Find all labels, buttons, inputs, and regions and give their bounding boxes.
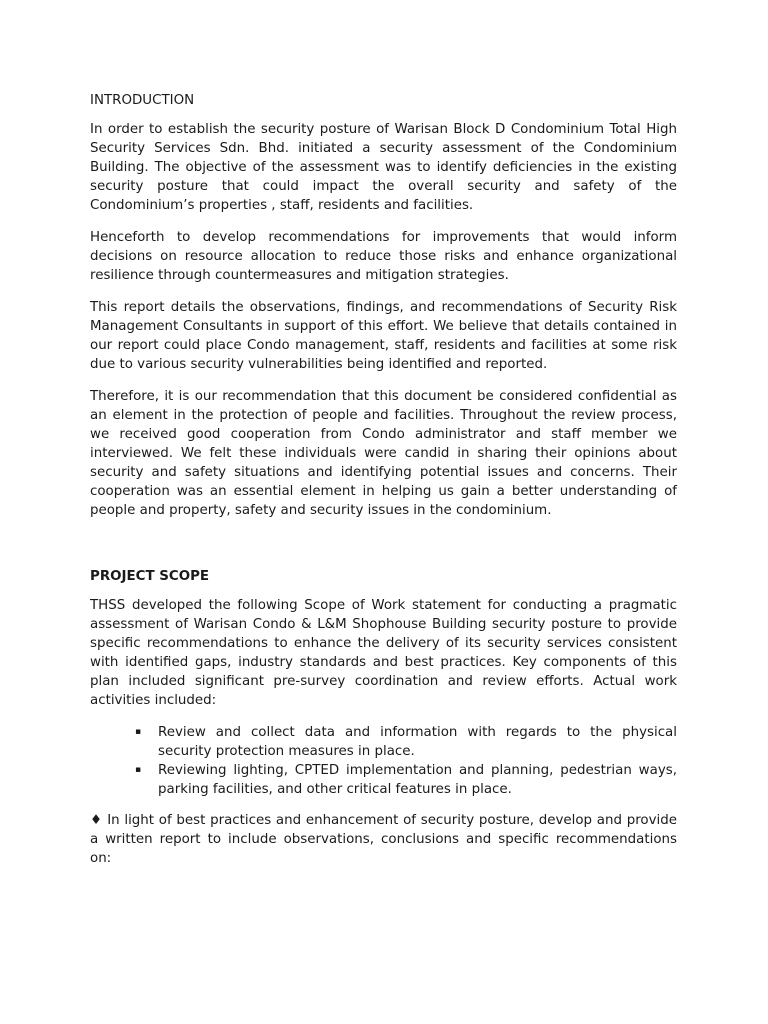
section-spacer bbox=[90, 533, 677, 567]
list-item bbox=[90, 723, 677, 761]
recommendations-paragraph: ♦ In light of best practices and enhancement of security posture, develop and provide a written report to include observations, conclusions and specific recommendations on: bbox=[90, 813, 677, 866]
introduction-heading: INTRODUCTION bbox=[90, 93, 195, 108]
scope-paragraph: THSS developed the following Scope of Work statement for conducting a pragmatic assessment of Warisan Condo & L&M Shophouse Building security posture to provide specific recommendations to enhance the delivery of its security services consistent with identified gaps, industry standards and best practices. Key components of this plan included significant pre-survey coordination and review efforts. Actual work activities included: bbox=[90, 598, 677, 708]
list-item-text: Review and collect data and information with regards to the physical security protection measures in place. bbox=[158, 725, 677, 759]
intro-paragraph-1: In order to establish the security posture of Warisan Block D Condominium Total High Security Services Sdn. Bhd. initiated a security assessment of the Condominium Building. The objective of the assessment was to identify deficiencies in the existing security posture that could impact the overall security and safety of the Condominium’s properties , staff, residents and facilities. bbox=[90, 122, 677, 213]
work-activities-list bbox=[90, 723, 677, 799]
square-bullet-icon: ▪ bbox=[135, 727, 142, 737]
intro-paragraph-2: Henceforth to develop recommendations for improvements that would inform decisions on resource allocation to reduce those risks and enhance organizational resilience through countermeasures and mitigation strategies. bbox=[90, 230, 677, 283]
document-page bbox=[90, 91, 677, 868]
project-scope-heading: PROJECT SCOPE bbox=[90, 569, 210, 584]
list-item bbox=[90, 761, 677, 799]
intro-paragraph-4: Therefore, it is our recommendation that this document be considered confidential as an element in the protection of people and facilities. Throughout the review process, we received good cooperation from Condo administrator and staff member we interviewed. We felt these individuals were candid in sharing their opinions about security and safety situations and identifying potential issues and concerns. Their cooperation was an essential element in helping us gain a better understanding of people and property, safety and security issues in the condominium. bbox=[90, 389, 677, 518]
square-bullet-icon: ▪ bbox=[135, 765, 142, 775]
list-item-text: Reviewing lighting, CPTED implementation and planning, pedestrian ways, parking facilities, and other critical features in place. bbox=[158, 763, 677, 797]
intro-paragraph-3: This report details the observations, findings, and recommendations of Security Risk Management Consultants in support of this effort. We believe that details contained in our report could place Condo management, staff, residents and facilities at some risk due to various security vulnerabilities being identified and reported. bbox=[90, 300, 677, 372]
